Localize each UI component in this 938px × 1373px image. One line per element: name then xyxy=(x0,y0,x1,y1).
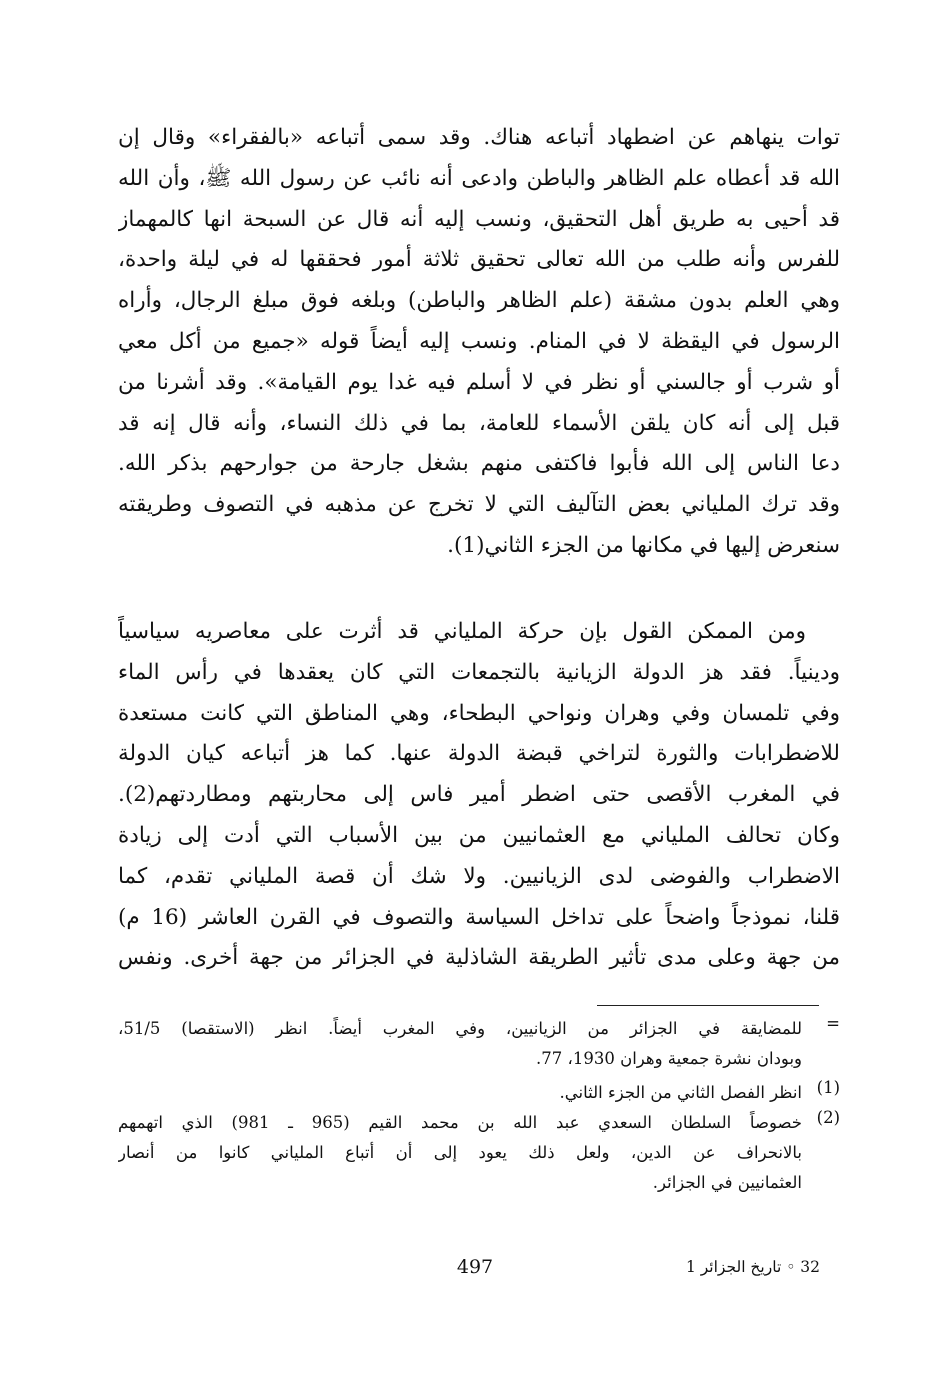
text-line: قد أحيى به طريق أهل التحقيق، ونسب إليه أنه قال عن السبحة انها كالمهماز xyxy=(118,206,840,232)
footnote-continuation xyxy=(118,1014,840,1074)
text-line: الرسول في اليقظة لا في المنام. ونسب إليه أيضاً قوله «جميع من أكل معي xyxy=(118,328,840,354)
footnote-marker: (2) xyxy=(816,1108,840,1127)
footnote-line: بالانحراف عن الدين، ولعل ذلك يعود إلى أن أتباع الملياني كانوا من أنصار xyxy=(118,1143,802,1162)
text-line: توات ينهاهم عن اضطهاد أتباعه هناك. وقد سمى أتباعه «بالفقراء» وقال إن xyxy=(118,125,840,150)
page-number: 497 xyxy=(456,1256,494,1278)
text-line: وفي تلمسان وفي وهران ونواحي البطحاء، وهي المناطق التي كانت مستعدة xyxy=(118,700,840,726)
text-line: الاضطراب والفوضى لدى الزيانيين. ولا شك أن قصة الملياني تقدم، كما xyxy=(118,863,840,889)
footnote-line: وبودان نشرة جمعية وهران 1930، 77. xyxy=(536,1049,802,1068)
text-line: قلنا، نموذجاً واضحاً على تداخل السياسة والتصوف في القرن العاشر (16 م) xyxy=(118,904,840,930)
text-line: للفرس وأنه طلب من الله تعالى تحقيق ثلاثة أمور فحققها له في ليلة واحدة، xyxy=(118,247,840,273)
text-line: ومن الممكن القول بإن حركة الملياني قد أثرت على معاصريه سياسياً xyxy=(118,619,806,644)
footnote-line: انظر الفصل الثاني من الجزء الثاني. xyxy=(559,1083,802,1102)
text-line: أو شرب أو جالسني أو نظر في لا أسلم فيه غدا يوم القيامة». وقد أشرنا من xyxy=(118,369,840,395)
footnote-separator xyxy=(597,1005,819,1006)
body-paragraph-2 xyxy=(118,612,840,979)
footnote-marker: = xyxy=(826,1014,840,1033)
footnotes xyxy=(118,1014,840,1198)
running-head: 32 ◦ تاريخ الجزائر 1 xyxy=(685,1258,820,1276)
text-line: قبل إلى أنه كان يلقن الأسماء للعامة، بما في ذلك النساء، وأنه قال إنه قد xyxy=(118,410,840,436)
text-line: الله قد أعطاه علم الظاهر والباطن وادعى أنه نائب عن رسول الله ﷺ، وأن الله xyxy=(118,165,840,191)
footnote-line: خصوصاً السلطان السعدي عبد الله بن محمد القيم (965 ـ 981) الذي اتهمهم xyxy=(118,1113,802,1132)
text-line: للاضطرابات والثورة لتراخي قبضة الدولة عنها. كما هز أتباعه كيان الدولة xyxy=(118,741,840,767)
text-line: سنعرض إليها في مكانها من الجزء الثاني(1). xyxy=(447,532,840,558)
text-line: وكان تحالف الملياني مع العثمانيين من بين الأسباب التي أدت إلى زيادة xyxy=(118,822,840,848)
footnote-marker: (1) xyxy=(816,1078,840,1097)
text-line: ودينياً. فقد هز الدولة الزيانية بالتجمعات التي كان يعقدها في رأس الماء xyxy=(118,659,840,685)
footnote-2 xyxy=(118,1108,840,1198)
footnote-1 xyxy=(118,1078,840,1108)
text-line: في المغرب الأقصى حتى اضطر أمير فاس إلى محاربتهم ومطاردتهم(2). xyxy=(118,782,840,808)
text-line: وقد ترك الملياني بعض التآليف التي لا تخرج عن مذهبه في التصوف وطريقته xyxy=(118,492,840,518)
text-line: من جهة وعلى مدى تأثير الطريقة الشاذلية في الجزائر من جهة أخرى. ونفس xyxy=(118,945,840,971)
text-line: دعا الناس إلى الله فأبوا فاكتفى منهم بشغل جارحة من جوارحهم بذكر الله. xyxy=(118,451,840,477)
page-footer xyxy=(0,1254,938,1280)
body-paragraph-1 xyxy=(118,118,840,567)
footnote-line: العثمانيين في الجزائر. xyxy=(652,1173,802,1192)
text-line: وهي العلم بدون مشقة (علم الظاهر والباطن) وبلغه فوق مبلغ الرجال، وأراه xyxy=(118,288,840,314)
footnote-line: للمضايقة في الجزائر من الزيانيين، وفي المغرب أيضاً. انظر (الاستقصا) 51/5، xyxy=(118,1019,802,1038)
